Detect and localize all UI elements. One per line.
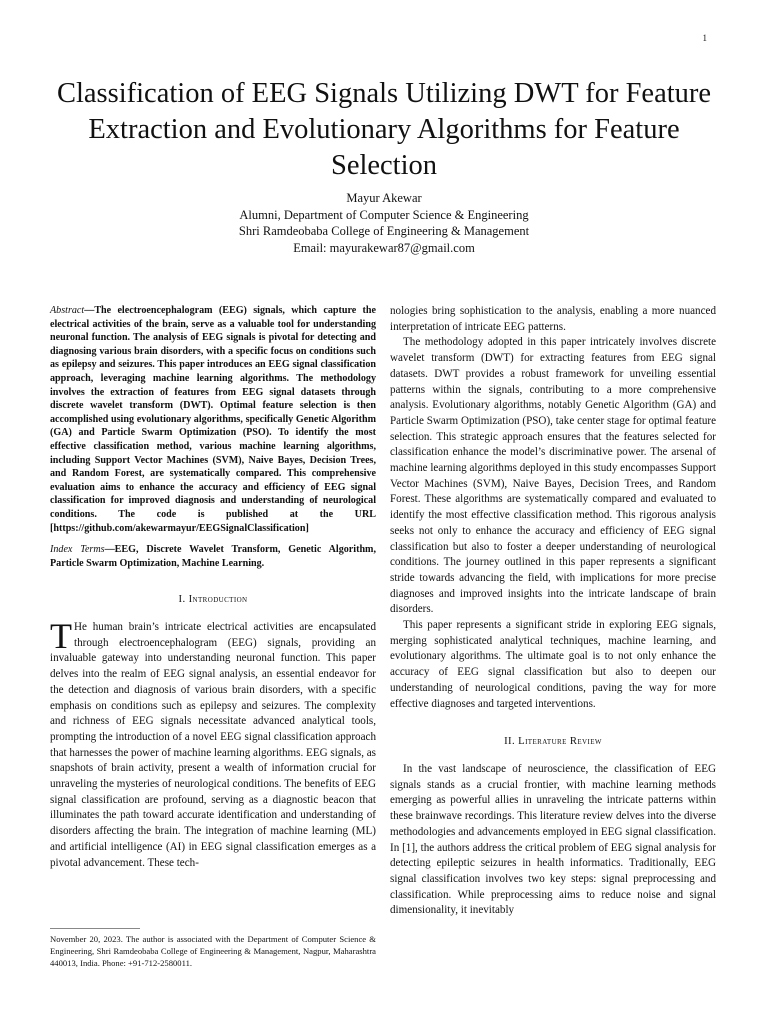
- abstract: [50, 304, 376, 535]
- intro-paragraph-1-left-part: He human brain’s intricate electrical activities are encapsulated through electroencephalogram (EEG) signals, providing an invaluable gateway into understanding neuronal function. This paper delves into the realm of EEG signal analysis, an essential endeavor for the detection and diagnosis of various brain disorders, with a specific emphasis on conditions such as epilepsy and seizures. The complexity and richness of EEG signals necessitate advanced analytical tools, prompting the introduction of a novel EEG signal classification approach that harnesses the power of machine learning algorithms. EEG signals, as snapshots of brain activity, present a wealth of information crucial for unraveling the mysteries of neurological conditions. The benefits of EEG signal classification are profound, serving as a diagnostic beacon that illuminates the path toward accurate identification and understanding of disorders affecting the brain. The integration of machine learning (ML) and artificial intelligence (AI) in EEG signal classification emerges as a pivotal advancement. These tech-: [50, 620, 376, 869]
- affiliation-line-2: Shri Ramdeobaba College of Engineering & Management: [238, 224, 530, 238]
- left-column: [50, 304, 376, 871]
- intro-paragraph-3: This paper represents a significant stride in exploring EEG signals, merging sophisticated analytical techniques, machine learning, and evolutionary algorithms. The ultimate goal is to not only enhance the accuracy of EEG signal classification but also to deepen our understanding of neurological conditions, paving the way for more effective diagnoses and targeted interventions.: [390, 619, 716, 710]
- literature-paragraph-1: In the vast landscape of neuroscience, the classification of EEG signals stands as a crucial frontier, with machine learning methods emerging as powerful allies in unraveling the intricate patterns within these brainwave recordings. This literature review delves into the diverse methodologies and advancements employed in EEG signal classification. In [1], the authors address the critical problem of EEG signal analysis for detecting epileptic seizures in health informatics. Traditionally, EEG signal classification involves two key steps: signal preprocessing and classification. While preprocessing aims to reduce noise and signal dimensionality, it inevitably: [390, 762, 716, 917]
- abstract-text: —The electroencephalogram (EEG) signals, which capture the electrical activities of the brain, serve as a valuable tool for understanding neuronal function. The analysis of EEG signals is pivotal for detecting and diagnosing various brain disorders, with a specific focus on conditions such as epilepsy and seizures. This paper introduces an EEG signal classification approach, leveraging machine learning algorithms. The methodology involves the extraction of features from EEG signal datasets through discrete wavelet transform (DWT). Optimal feature selection is then accomplished using evolutionary algorithms, specifically Genetic Algorithm (GA) and Particle Swarm Optimization (PSO). To identify the most effective classification method, various machine learning algorithms, including Support Vector Machines (SVM), Naive Bayes, Decision Trees, and Random Forest, are systematically compared. This comprehensive evaluation aims to enhance the accuracy and efficiency of EEG signal classification for improved diagnosis and understanding of neurological conditions. The code is published at the URL [https://github.com/akewarmayur/EEGSignalClassification]: [50, 305, 376, 534]
- author-email: Email: mayurakewar87@gmail.com: [293, 240, 475, 255]
- right-column: [390, 304, 716, 919]
- section-heading-introduction: I. Introduction: [178, 593, 248, 606]
- author-name: Mayur Akewar: [346, 191, 422, 205]
- abstract-lead: Abstract: [50, 305, 85, 316]
- paper-title: Classification of EEG Signals Utilizing DWT for Feature Extraction and Evolutionary Algorithms for Feature Selection: [56, 78, 712, 181]
- footnote-rule: [50, 928, 140, 929]
- index-terms: [50, 543, 376, 570]
- index-terms-text: —EEG, Discrete Wavelet Transform, Genetic Algorithm, Particle Swarm Optimization, Machine Learning.: [50, 544, 376, 569]
- intro-paragraph-1: [50, 615, 376, 871]
- drop-cap: T: [50, 615, 72, 656]
- intro-paragraph-2: The methodology adopted in this paper intricately involves discrete wavelet transform (DWT) for extracting features from EEG signal datasets. DWT provides a robust framework for unveiling essential patterns within the signals, contributing to a more comprehensive analysis. Evolutionary algorithms, notably Genetic Algorithm (GA) and Particle Swarm Optimization (PSO), take center stage for optimal feature selection. This strategic approach ensures that the features selected for classification enhance the model’s discriminative power. The arsenal of machine learning algorithms deployed in this study encompasses Support Vector Machines (SVM), Naive Bayes, Decision Trees, and Random Forest. These algorithms are systematically compared and evaluated to identify the most effective classification method. This rigorous analysis seeks not only to enhance the accuracy and efficiency of EEG signal classification but also to foster a deeper understanding of neurological conditions. The journey outlined in this paper represents a significant stride towards advancing the field, with implications for more precise diagnoses and improved insights into the intricate landscape of brain disorders.: [390, 336, 716, 616]
- author-block: [40, 190, 728, 256]
- footnote: November 20, 2023. The author is associated with the Department of Computer Science & Engineering, Shri Ramdeobaba College of Engineering & Management, Nagpur, Maharashtra 440013, India. Phone: +91-712-2580011.: [50, 934, 376, 968]
- index-terms-lead: Index Terms: [50, 544, 105, 556]
- section-heading-literature-review: II. Literature Review: [504, 735, 602, 748]
- affiliation-line-1: Alumni, Department of Computer Science & Engineering: [239, 207, 529, 222]
- title-block: [40, 76, 728, 256]
- intro-paragraph-1-continued: nologies bring sophistication to the analysis, enabling a more nuanced interpretation of intricate EEG patterns.: [390, 305, 716, 333]
- page-number: 1: [702, 33, 707, 43]
